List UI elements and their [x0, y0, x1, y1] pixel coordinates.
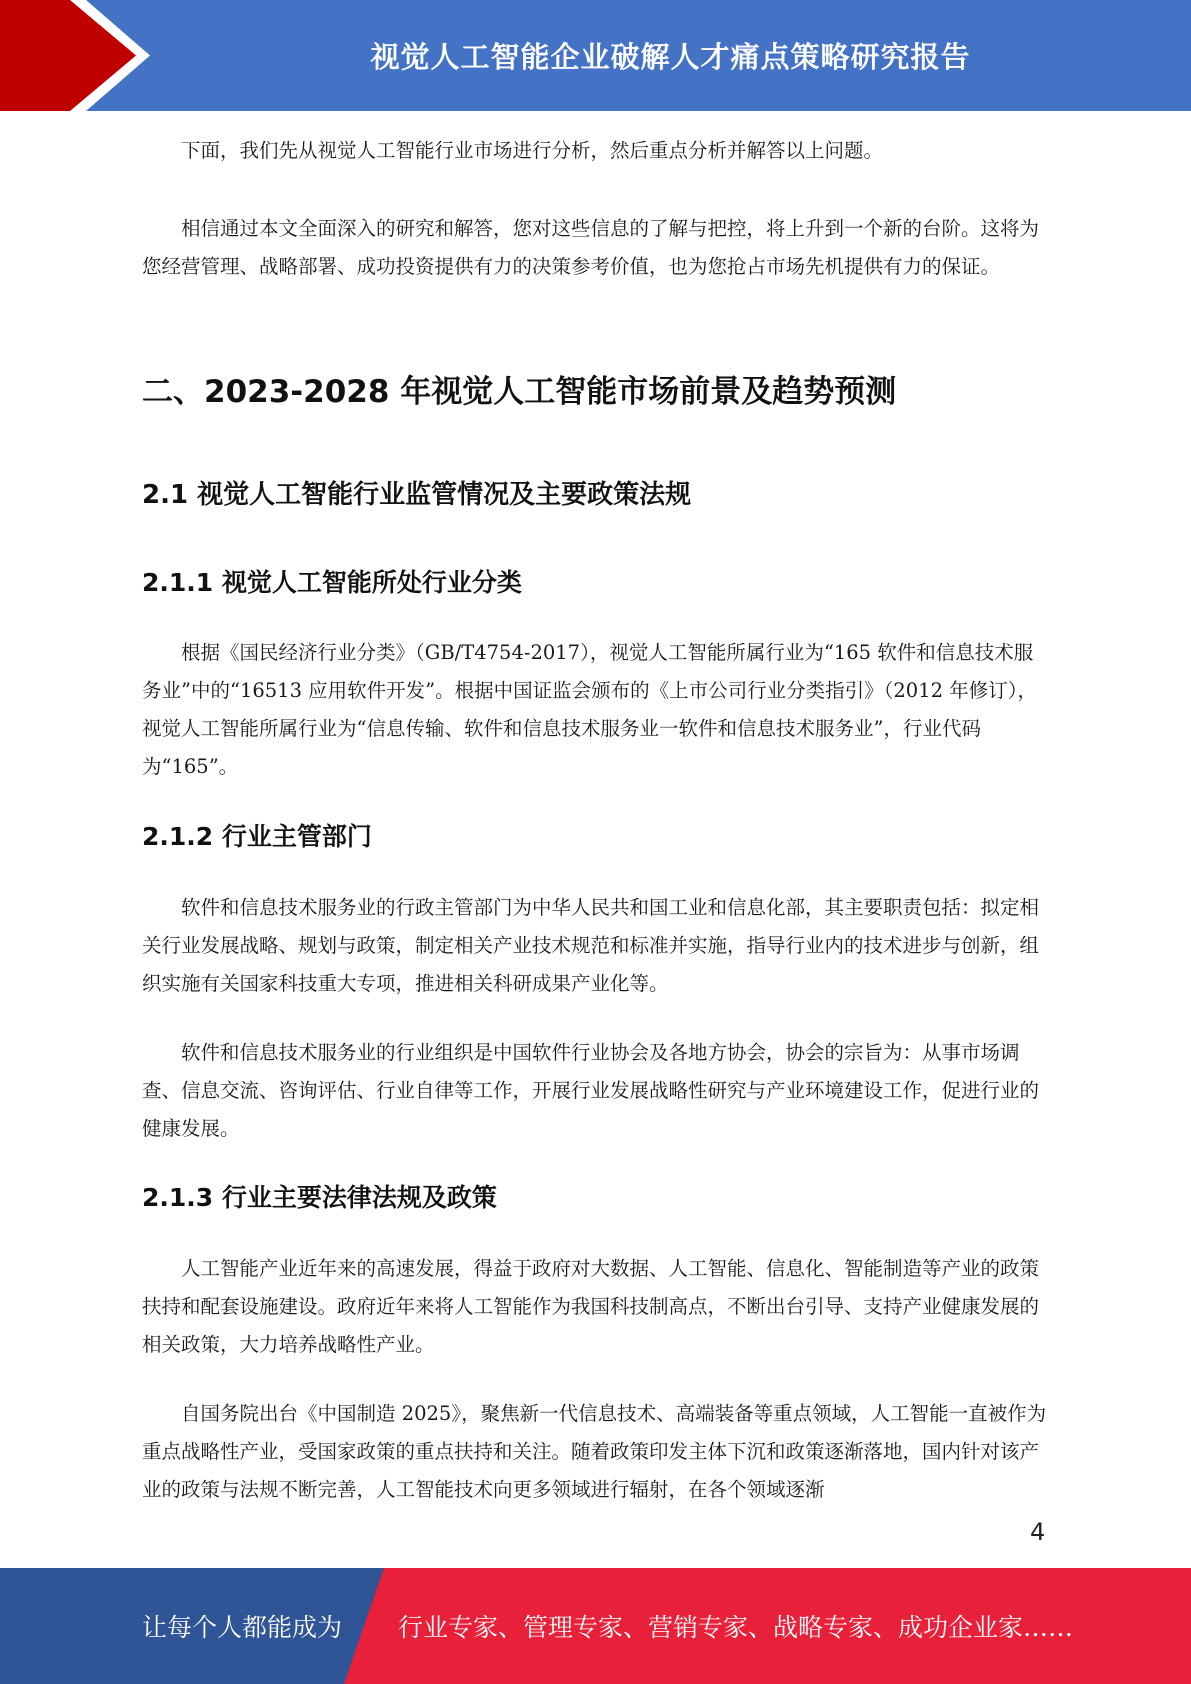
- section-2-1-3-paragraph-1: 人工智能产业近年来的高速发展，得益于政府对大数据、人工智能、信息化、智能制造等产业的政策扶持和配套设施建设。政府近年来将人工智能作为我国科技制高点，不断出台引导、支持产业健康发展的相关政策，大力培养战略性产业。: [142, 1257, 1040, 1356]
- section-2-1-1-heading: 2.1.1 视觉人工智能所处行业分类: [142, 568, 522, 597]
- section-2-heading: 二、2023-2028 年视觉人工智能市场前景及趋势预测: [142, 374, 897, 410]
- section-2-1-3-paragraph-2: 自国务院出台《中国制造 2025》，聚焦新一代信息技术、高端装备等重点领域，人工智能一直被作为重点战略性产业，受国家政策的重点扶持和关注。随着政策印发主体下沉和政策逐渐落地，国内针对该产业的政策与法规不断完善，人工智能技术向更多领域进行辐射，在各个领域逐渐: [142, 1402, 1047, 1501]
- page-number: 4: [1030, 1518, 1046, 1546]
- footer-slogan-left: 让每个人都能成为: [142, 1613, 343, 1642]
- section-2-1-2-heading: 2.1.2 行业主管部门: [142, 822, 372, 851]
- intro-paragraph-1: 下面，我们先从视觉人工智能行业市场进行分析，然后重点分析并解答以上问题。: [181, 139, 884, 162]
- section-2-1-2-paragraph-2: 软件和信息技术服务业的行业组织是中国软件行业协会及各地方协会，协会的宗旨为：从事市场调查、信息交流、咨询评估、行业自律等工作，开展行业发展战略性研究与产业环境建设工作，促进行业的健康发展。: [142, 1041, 1040, 1140]
- page-header: [0, 0, 1191, 111]
- header-arrow-decoration: [0, 0, 160, 111]
- page-footer: [0, 1568, 1191, 1684]
- section-2-1-3-heading: 2.1.3 行业主要法律法规及政策: [142, 1183, 497, 1212]
- section-2-1-2-paragraph-1: 软件和信息技术服务业的行政主管部门为中华人民共和国工业和信息化部，其主要职责包括：拟定相关行业发展战略、规划与政策，制定相关产业技术规范和标准并实施，指导行业内的技术进步与创新，组织实施有关国家科技重大专项，推进相关科研成果产业化等。: [142, 896, 1040, 995]
- footer-slogan-right: 行业专家、管理专家、营销专家、战略专家、成功企业家……: [398, 1613, 1074, 1642]
- intro-paragraph-2: 相信通过本文全面深入的研究和解答，您对这些信息的了解与把控，将上升到一个新的台阶。这将为您经营管理、战略部署、成功投资提供有力的决策参考价值，也为您抢占市场先机提供有力的保证。: [142, 217, 1040, 278]
- header-title: 视觉人工智能企业破解人才痛点策略研究报告: [370, 40, 971, 74]
- section-2-1-heading: 2.1 视觉人工智能行业监管情况及主要政策法规: [142, 480, 692, 510]
- section-2-1-1-paragraph: 根据《国民经济行业分类》（GB/T4754-2017），视觉人工智能所属行业为“165 软件和信息技术服务业”中的“16513 应用软件开发”。根据中国证监会颁布的《上市公司行业分类指引》（2012 年修订），视觉人工智能所属行业为“信息传输、软件和信息技术服务业一软件和信息技术服务业”，行业代码为“165”。: [142, 641, 1037, 778]
